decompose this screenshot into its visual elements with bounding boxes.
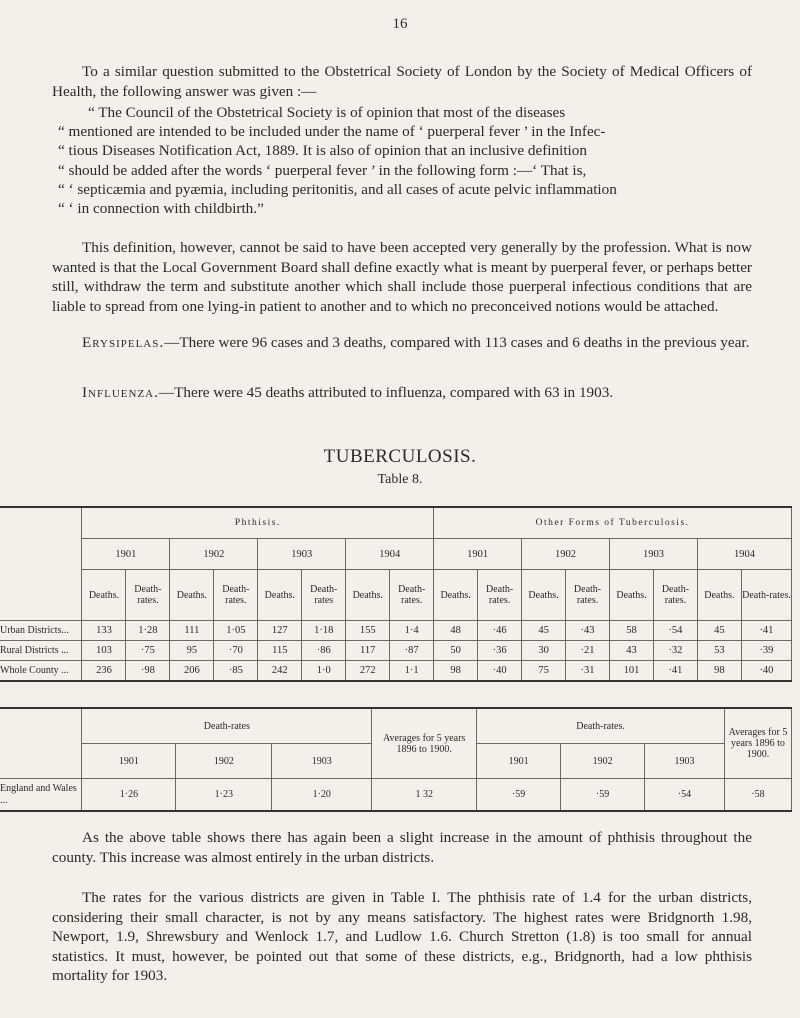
year-header: 1903 bbox=[272, 744, 372, 779]
table-cell: 30 bbox=[522, 641, 566, 661]
deaths-column-header: Deaths. bbox=[258, 570, 302, 621]
table-cell: ·70 bbox=[214, 641, 258, 661]
table-cell: 75 bbox=[522, 661, 566, 682]
table-row bbox=[0, 621, 792, 641]
year-header: 1903 bbox=[610, 539, 698, 570]
table-cell: 1·0 bbox=[302, 661, 346, 682]
table-cell: 98 bbox=[697, 661, 741, 682]
table-cell: 101 bbox=[610, 661, 654, 682]
table-cell: 1·18 bbox=[302, 621, 346, 641]
quote-line: “ should be added after the words ‘ puerperal fever ’ in the following form :—‘ That is, bbox=[58, 161, 587, 179]
influenza-paragraph bbox=[52, 383, 752, 403]
table-cell: 155 bbox=[346, 621, 390, 641]
table-cell: ·21 bbox=[566, 641, 610, 661]
row-label: Rural Districts ... bbox=[0, 641, 82, 661]
table-cell: 115 bbox=[258, 641, 302, 661]
table-cell: ·59 bbox=[477, 779, 561, 812]
row-label: England and Wales ... bbox=[0, 779, 82, 812]
row-label: Urban Districts... bbox=[0, 621, 82, 641]
table-cell: ·59 bbox=[561, 779, 645, 812]
deaths-column-header: Deaths. bbox=[170, 570, 214, 621]
table-row bbox=[0, 641, 792, 661]
erysipelas-text: —There were 96 cases and 3 deaths, compared with 113 cases and 6 deaths in the previous year. bbox=[164, 334, 750, 351]
influenza-text: —There were 45 deaths attributed to influenza, compared with 63 in 1903. bbox=[158, 384, 614, 401]
table-cell: ·98 bbox=[126, 661, 170, 682]
table-cell: ·54 bbox=[653, 621, 697, 641]
table-cell: 127 bbox=[258, 621, 302, 641]
averages-header: Averages for 5 years 1896 to 1900. bbox=[724, 708, 791, 779]
table-cell: 50 bbox=[434, 641, 478, 661]
table-cell: ·40 bbox=[478, 661, 522, 682]
deaths-column-header: Deaths. bbox=[697, 570, 741, 621]
quote-line: “ ‘ septicæmia and pyæmia, including peritonitis, and all cases of acute pelvic inflammation bbox=[58, 180, 617, 198]
table-cell: 1·28 bbox=[126, 621, 170, 641]
influenza-heading: Influenza. bbox=[82, 384, 159, 401]
table-cell: 1·1 bbox=[390, 661, 434, 682]
tuberculosis-table bbox=[0, 506, 792, 682]
definition-paragraph: This definition, however, cannot be said to have been accepted very generally by the profession. What is now wanted is that the Local Government Board shall define exactly what is meant by puerperal fever, or perhaps better still, withdraw the term and substitute another which shall include those puerperal infectious conditions that are liable to spread from one lying-in patient to another and to which no preconceived notions would be attached. bbox=[52, 239, 752, 315]
table-cell: 117 bbox=[346, 641, 390, 661]
erysipelas-paragraph bbox=[52, 333, 752, 353]
rates-column-header: Death-rates. bbox=[214, 570, 258, 621]
table-cell: ·85 bbox=[214, 661, 258, 682]
table-cell: ·75 bbox=[126, 641, 170, 661]
table-cell: 58 bbox=[610, 621, 654, 641]
table-label: Table 8. bbox=[377, 472, 423, 487]
table-cell: ·46 bbox=[478, 621, 522, 641]
deaths-column-header: Deaths. bbox=[82, 570, 126, 621]
table-cell: 1 32 bbox=[372, 779, 477, 812]
rates-column-header: Death-rates. bbox=[390, 570, 434, 621]
table-cell: 1·26 bbox=[82, 779, 176, 812]
year-header: 1903 bbox=[645, 744, 725, 779]
rates-column-header: Death-rates. bbox=[126, 570, 170, 621]
phthisis-header: Phthisis. bbox=[82, 507, 434, 539]
table-cell: 45 bbox=[522, 621, 566, 641]
death-rates-header: Death-rates bbox=[82, 708, 372, 744]
rates-column-header: Death-rates. bbox=[478, 570, 522, 621]
deaths-column-header: Deaths. bbox=[522, 570, 566, 621]
table-cell: 111 bbox=[170, 621, 214, 641]
table-cell: ·58 bbox=[724, 779, 791, 812]
table-cell: ·40 bbox=[741, 661, 791, 682]
year-header: 1901 bbox=[434, 539, 522, 570]
year-header: 1902 bbox=[561, 744, 645, 779]
year-header: 1901 bbox=[477, 744, 561, 779]
england-wales-table bbox=[0, 707, 792, 812]
rates-column-header: Death-rates. bbox=[741, 570, 791, 621]
closing-paragraph-2: The rates for the various districts are given in Table I. The phthisis rate of 1.4 for the urban districts, considering their small character, is not by any means satisfactory. The highest rates were Bridgnorth 1.98, Newport, 1.9, Shrewsbury and Wenlock 1.7, and Ludlow 1.6. Church Stretton (1.8) is too small for annual statistics. It must, however, be pointed out that some of these districts, e.g., Bridgnorth, had a low phthisis mortality for 1903. bbox=[52, 889, 752, 985]
table-cell: ·43 bbox=[566, 621, 610, 641]
table-cell: 1·23 bbox=[176, 779, 272, 812]
table-row bbox=[0, 661, 792, 682]
deaths-column-header: Deaths. bbox=[610, 570, 654, 621]
table-cell: 103 bbox=[82, 641, 126, 661]
table-cell: ·36 bbox=[478, 641, 522, 661]
year-header: 1902 bbox=[170, 539, 258, 570]
deaths-column-header: Deaths. bbox=[346, 570, 390, 621]
deaths-column-header: Deaths. bbox=[434, 570, 478, 621]
table-cell: ·54 bbox=[645, 779, 725, 812]
death-rates-header: Death-rates. bbox=[477, 708, 725, 744]
table-cell: 43 bbox=[610, 641, 654, 661]
year-header: 1904 bbox=[697, 539, 791, 570]
table-cell: 98 bbox=[434, 661, 478, 682]
table-cell: 1·4 bbox=[390, 621, 434, 641]
table-cell: ·32 bbox=[653, 641, 697, 661]
rates-column-header: Death-rates. bbox=[566, 570, 610, 621]
year-header: 1902 bbox=[522, 539, 610, 570]
table-cell: 242 bbox=[258, 661, 302, 682]
year-header: 1904 bbox=[346, 539, 434, 570]
row-label-header bbox=[0, 507, 82, 621]
quote-line: “ tious Diseases Notification Act, 1889. It is also of opinion that an inclusive definition bbox=[58, 142, 587, 160]
page-number: 16 bbox=[392, 16, 408, 32]
year-header: 1903 bbox=[258, 539, 346, 570]
table-cell: 1·20 bbox=[272, 779, 372, 812]
table-cell: 133 bbox=[82, 621, 126, 641]
table-row bbox=[0, 779, 792, 812]
table-cell: 48 bbox=[434, 621, 478, 641]
obstetrical-society-quote bbox=[58, 103, 752, 218]
table-cell: 272 bbox=[346, 661, 390, 682]
quote-line: “ The Council of the Obstetrical Society is of opinion that most of the diseases bbox=[88, 104, 566, 121]
year-header: 1901 bbox=[82, 744, 176, 779]
quote-line: “ ‘ in connection with childbirth.” bbox=[58, 200, 264, 218]
table-cell: 53 bbox=[697, 641, 741, 661]
table-cell: 45 bbox=[697, 621, 741, 641]
quote-line: “ mentioned are intended to be included under the name of ‘ puerperal fever ’ in the Infec- bbox=[58, 123, 606, 141]
table-cell: 206 bbox=[170, 661, 214, 682]
row-label-header bbox=[0, 708, 82, 779]
rates-column-header: Death-rates. bbox=[653, 570, 697, 621]
intro-paragraph: To a similar question submitted to the Obstetrical Society of London by the Society of Medical Officers of Health, the following answer was given :— bbox=[52, 63, 752, 100]
table-cell: ·87 bbox=[390, 641, 434, 661]
table-cell: ·41 bbox=[741, 621, 791, 641]
table-cell: ·31 bbox=[566, 661, 610, 682]
table-title: TUBERCULOSIS. bbox=[323, 446, 477, 467]
rates-column-header: Death-rates bbox=[302, 570, 346, 621]
closing-paragraph-1: As the above table shows there has again been a slight increase in the amount of phthisis throughout the county. This increase was almost entirely in the urban districts. bbox=[52, 829, 752, 866]
table-cell: 236 bbox=[82, 661, 126, 682]
table-cell: ·41 bbox=[653, 661, 697, 682]
table-cell: 95 bbox=[170, 641, 214, 661]
table-cell: ·39 bbox=[741, 641, 791, 661]
year-header: 1901 bbox=[82, 539, 170, 570]
averages-header: Averages for 5 years 1896 to 1900. bbox=[372, 708, 477, 779]
year-header: 1902 bbox=[176, 744, 272, 779]
row-label: Whole County ... bbox=[0, 661, 82, 682]
erysipelas-heading: Erysipelas. bbox=[82, 334, 165, 351]
table-cell: 1·05 bbox=[214, 621, 258, 641]
table-cell: ·86 bbox=[302, 641, 346, 661]
other-forms-header: Other Forms of Tuberculosis. bbox=[434, 507, 792, 539]
